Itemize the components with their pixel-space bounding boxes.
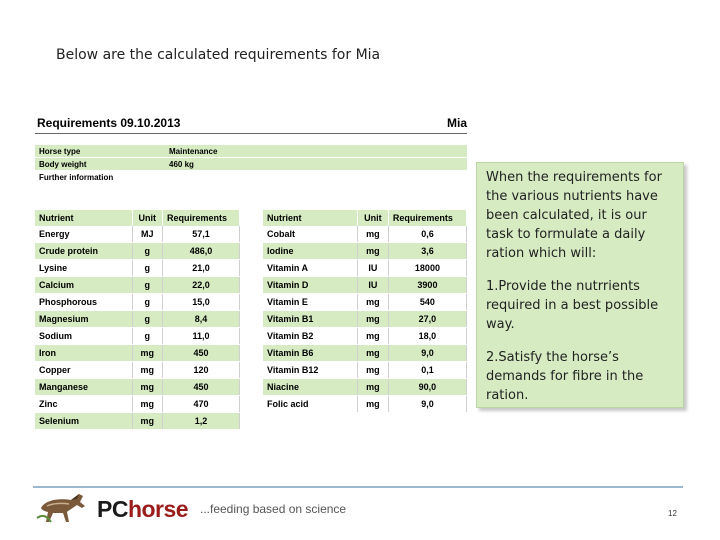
table-row	[263, 396, 467, 413]
requirement-cell: 1,2	[163, 413, 240, 430]
page-number: 12	[668, 509, 677, 518]
requirements-title: Requirements 09.10.2013	[37, 116, 181, 130]
horse-name: Mia	[447, 116, 468, 130]
requirement-cell: 3,6	[388, 243, 466, 260]
nutrient-table-left	[35, 210, 240, 430]
callout-point-1: 1.Provide the nutrrients required in a best possible way.	[486, 279, 659, 332]
unit-cell: IU	[357, 277, 388, 294]
nutrient-table-right	[263, 210, 467, 413]
header-nutrient: Nutrient	[35, 210, 132, 226]
unit-cell: g	[132, 294, 162, 311]
requirement-cell: 21,0	[163, 260, 240, 277]
table-row	[35, 226, 240, 243]
requirement-cell: 11,0	[163, 328, 240, 345]
horse-logo-icon	[33, 488, 93, 526]
table-row	[263, 277, 467, 294]
nutrient-cell: Lysine	[35, 260, 132, 277]
unit-cell: mg	[357, 226, 388, 243]
unit-cell: mg	[357, 328, 388, 345]
header-requirements: Requirements	[163, 210, 240, 226]
nutrient-cell: Sodium	[35, 328, 132, 345]
requirement-cell: 0,6	[388, 226, 466, 243]
requirement-cell: 3900	[388, 277, 466, 294]
table-row	[263, 260, 467, 277]
nutrient-cell: Zinc	[35, 396, 132, 413]
nutrient-cell: Magnesium	[35, 311, 132, 328]
nutrient-cell: Crude protein	[35, 243, 132, 260]
info-label: Horse type	[35, 145, 165, 158]
table-row	[35, 243, 240, 260]
table-row	[263, 226, 467, 243]
nutrient-cell: Vitamin E	[263, 294, 357, 311]
requirement-cell: 9,0	[388, 345, 466, 362]
unit-cell: mg	[357, 294, 388, 311]
unit-cell: mg	[357, 345, 388, 362]
unit-cell: g	[132, 311, 162, 328]
table-row	[35, 345, 240, 362]
info-label: Body weight	[35, 158, 165, 171]
requirement-cell: 470	[163, 396, 240, 413]
requirement-cell: 8,4	[163, 311, 240, 328]
header-requirements: Requirements	[388, 210, 466, 226]
table-row	[35, 379, 240, 396]
nutrient-cell: Iodine	[263, 243, 357, 260]
nutrient-cell: Copper	[35, 362, 132, 379]
unit-cell: mg	[357, 243, 388, 260]
nutrient-cell: Phosphorous	[35, 294, 132, 311]
nutrient-cell: Calcium	[35, 277, 132, 294]
info-label: Further information	[35, 171, 165, 184]
nutrient-cell: Vitamin D	[263, 277, 357, 294]
table-row	[35, 277, 240, 294]
unit-cell: g	[132, 243, 162, 260]
table-header-row	[35, 210, 240, 226]
table-row	[35, 362, 240, 379]
requirement-cell: 27,0	[388, 311, 466, 328]
table-row	[35, 294, 240, 311]
requirement-cell: 22,0	[163, 277, 240, 294]
table-row	[263, 294, 467, 311]
footer-divider	[33, 486, 683, 488]
table-row	[35, 311, 240, 328]
info-row	[35, 158, 467, 171]
brand-logo-text	[97, 496, 188, 523]
unit-cell: g	[132, 260, 162, 277]
explanation-callout	[476, 162, 684, 408]
unit-cell: mg	[132, 413, 162, 430]
requirement-cell: 18000	[388, 260, 466, 277]
requirement-cell: 9,0	[388, 396, 466, 413]
brand-tagline: ...feeding based on science	[200, 502, 347, 516]
table-row	[35, 396, 240, 413]
requirement-cell: 120	[163, 362, 240, 379]
table-row	[263, 311, 467, 328]
requirement-cell: 90,0	[388, 379, 466, 396]
table-row	[263, 243, 467, 260]
horse-info-table	[35, 145, 467, 184]
info-value: Maintenance	[165, 145, 467, 158]
unit-cell: IU	[357, 260, 388, 277]
nutrient-cell: Vitamin B2	[263, 328, 357, 345]
requirement-cell: 450	[163, 379, 240, 396]
info-value	[165, 171, 467, 184]
table-row	[263, 362, 467, 379]
requirement-cell: 450	[163, 345, 240, 362]
unit-cell: mg	[357, 362, 388, 379]
requirement-cell: 0,1	[388, 362, 466, 379]
nutrient-cell: Vitamin B1	[263, 311, 357, 328]
unit-cell: mg	[132, 362, 162, 379]
unit-cell: mg	[132, 396, 162, 413]
unit-cell: MJ	[132, 226, 162, 243]
table-row	[263, 379, 467, 396]
table-row	[263, 345, 467, 362]
nutrient-cell: Iron	[35, 345, 132, 362]
callout-paragraph: When the requirements for the various nutrients have been calculated, it is our task to formulate a daily ration which will:	[486, 170, 662, 261]
unit-cell: mg	[357, 379, 388, 396]
brand-horse: horse	[127, 496, 189, 522]
unit-cell: g	[132, 328, 162, 345]
nutrient-cell: Selenium	[35, 413, 132, 430]
requirement-cell: 18,0	[388, 328, 466, 345]
table-row	[35, 328, 240, 345]
title-divider	[35, 133, 467, 134]
table-row	[35, 413, 240, 430]
table-header-row	[263, 210, 467, 226]
requirement-cell: 57,1	[163, 226, 240, 243]
table-row	[263, 328, 467, 345]
nutrient-cell: Manganese	[35, 379, 132, 396]
nutrient-cell: Vitamin B12	[263, 362, 357, 379]
nutrient-cell: Cobalt	[263, 226, 357, 243]
intro-text: Below are the calculated requirements for Mia	[56, 47, 381, 63]
nutrient-cell: Vitamin B6	[263, 345, 357, 362]
header-nutrient: Nutrient	[263, 210, 357, 226]
info-row	[35, 145, 467, 158]
requirement-cell: 486,0	[163, 243, 240, 260]
unit-cell: mg	[132, 345, 162, 362]
unit-cell: g	[132, 277, 162, 294]
info-row	[35, 171, 467, 184]
requirement-cell: 15,0	[163, 294, 240, 311]
info-value: 460 kg	[165, 158, 467, 171]
nutrient-cell: Energy	[35, 226, 132, 243]
nutrient-cell: Folic acid	[263, 396, 357, 413]
table-row	[35, 260, 240, 277]
nutrient-cell: Vitamin A	[263, 260, 357, 277]
brand-pc: PC	[97, 496, 128, 522]
requirement-cell: 540	[388, 294, 466, 311]
unit-cell: mg	[357, 311, 388, 328]
callout-point-2: 2.Satisfy the horse’s demands for fibre in the ration.	[486, 350, 644, 403]
header-unit: Unit	[357, 210, 388, 226]
unit-cell: mg	[357, 396, 388, 413]
unit-cell: mg	[132, 379, 162, 396]
header-unit: Unit	[132, 210, 162, 226]
nutrient-cell: Niacine	[263, 379, 357, 396]
